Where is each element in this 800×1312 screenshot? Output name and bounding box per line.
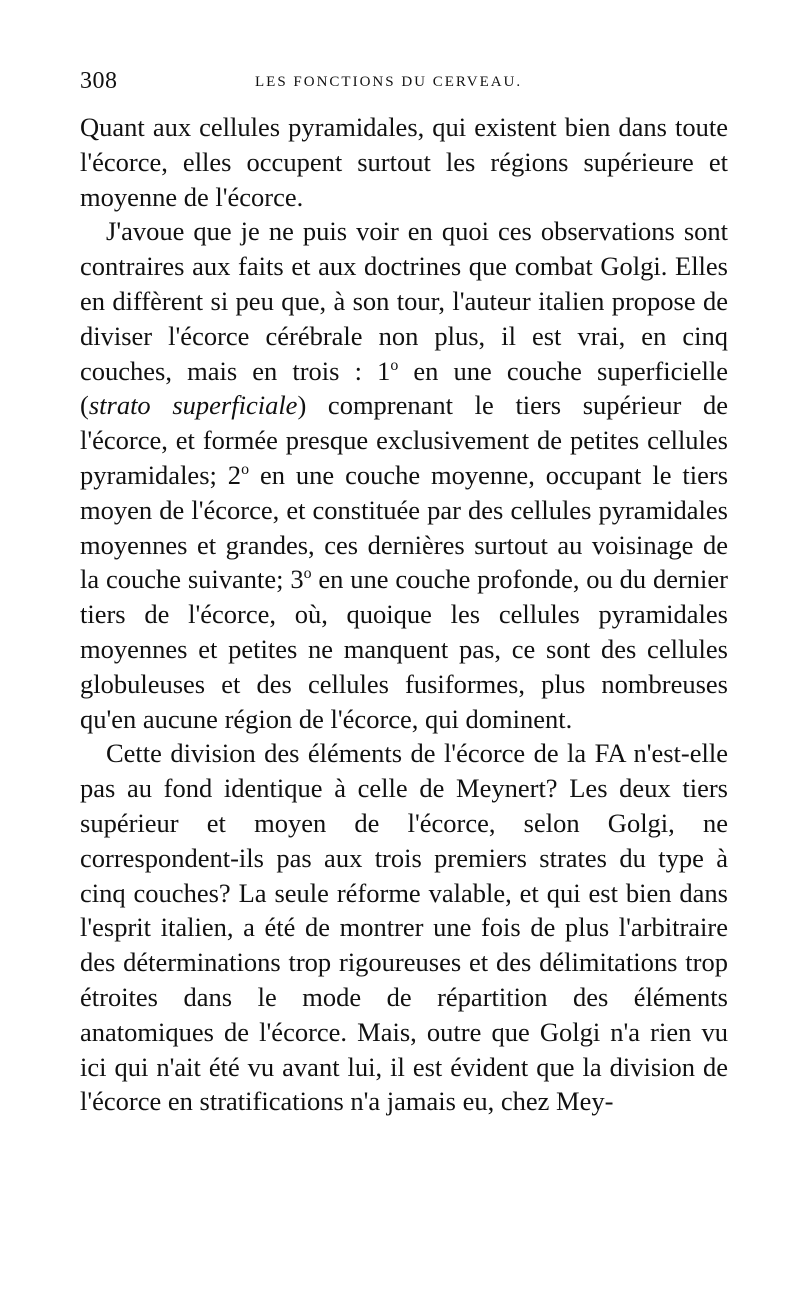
paragraph-2-part-4: en une couche moyenne, occupant le tiers moyen de l'écorce, et constituée par des cellules pyramidales moyennes et grandes, ces dernières surtout au voisinage de la couche suivante; 3	[80, 459, 729, 595]
page-header	[80, 62, 728, 102]
paragraph-2-part-1: J'avoue que je ne puis voir en quoi ces observations sont contraires aux faits et aux doctrines que combat Golgi. Elles en diffèrent si peu que, à son tour, l'auteur italien propose de diviser l'écorce cérébrale non plus, il est vrai, en cinq couches, mais en trois : 1	[80, 216, 728, 386]
paragraph-1: Quant aux cellules pyramidales, qui existent bien dans toute l'écorce, elles occupent surtout les régions supérieure et moyenne de l'écorce.	[80, 112, 728, 212]
ordinal-superscript: o	[241, 461, 250, 479]
body-text	[80, 110, 728, 1119]
ordinal-superscript: o	[390, 356, 399, 374]
page-number: 308	[80, 68, 118, 94]
running-title: LES FONCTIONS DU CERVEAU.	[255, 74, 523, 90]
book-page	[80, 62, 728, 1119]
ordinal-superscript: o	[303, 565, 312, 583]
italic-term: strato superficiale	[88, 390, 298, 421]
paragraph-2	[80, 214, 728, 736]
paragraph-2-part-5: en une couche profonde, ou du dernier tiers de l'écorce, où, quoique les cellules pyramidales moyennes et petites ne manquent pas, ce sont des cellules globuleuses et des cellules fusiformes, plus nombreuses qu'en aucune région de l'écorce, qui dominent.	[80, 564, 728, 734]
paragraph-2-part-3: ) comprenant le tiers supérieur de l'écorce, et formée presque exclusivement de petites cellules pyramidales; 2	[80, 390, 728, 490]
paragraph-2-part-2: en une couche superficielle (	[80, 355, 728, 421]
paragraph-3: Cette division des éléments de l'écorce de la FA n'est-elle pas au fond identique à celle de Meynert? Les deux tiers supérieur et moyen de l'écorce, selon Golgi, ne correspondent-ils pas aux trois premiers strates du type à cinq couches? La seule réforme valable, et qui est bien dans l'esprit italien, a été de montrer une fois de plus l'arbitraire des déterminations trop rigoureuses et des délimitations trop étroites dans le mode de répartition des éléments anatomiques de l'écorce. Mais, outre que Golgi n'a rien vu ici qui n'ait été vu avant lui, il est évident que la division de l'écorce en stratifications n'a jamais eu, chez Mey-	[80, 738, 728, 1117]
